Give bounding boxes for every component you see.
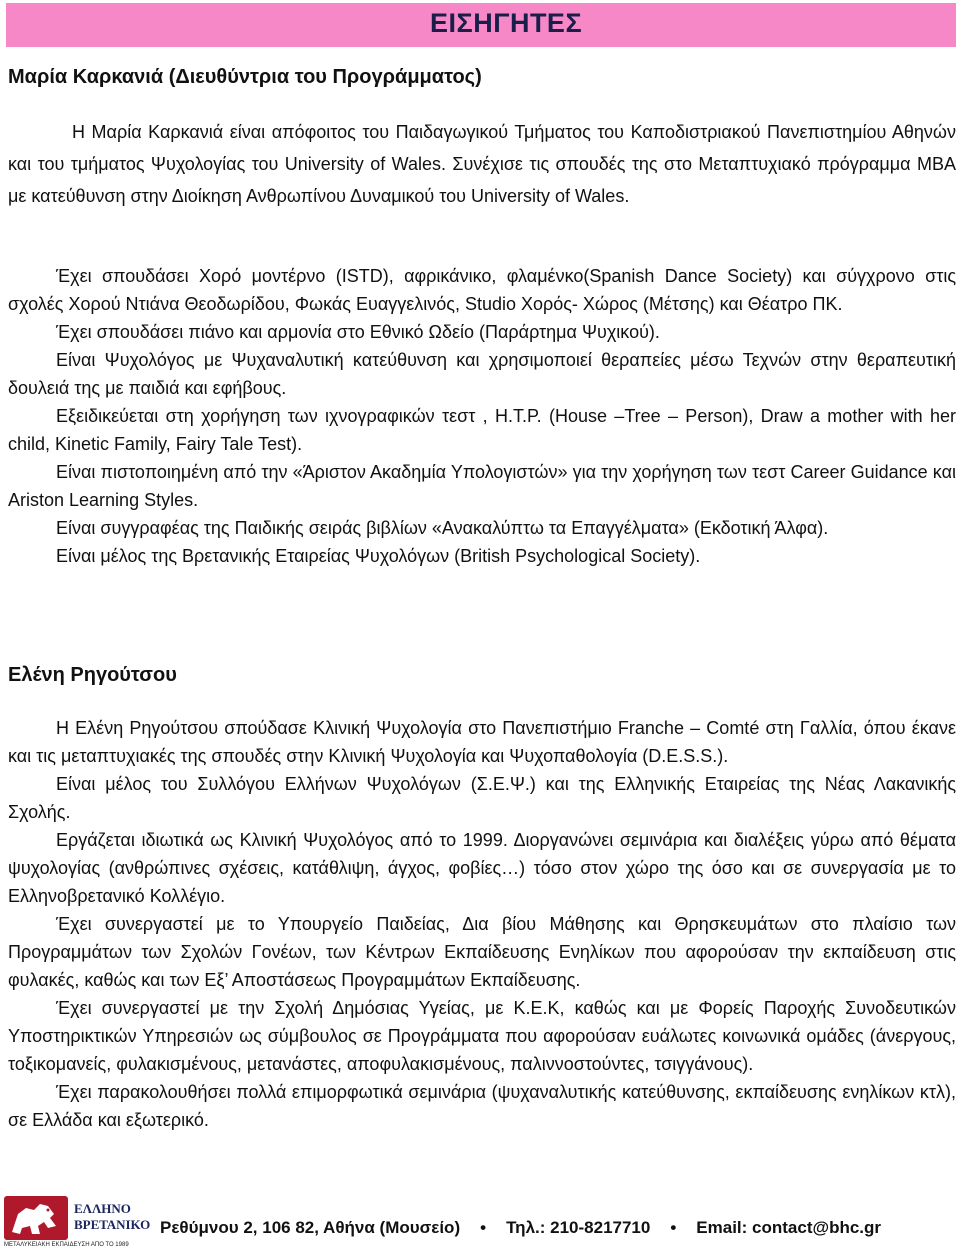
logo-subtitle: ΜΕΤΑΛΥΚΕΙΑΚΗ ΕΚΠΑΙΔΕΥΣΗ ΑΠΟ ΤΟ 1989 xyxy=(4,1242,129,1248)
paragraph: Έχει σπουδάσει Χορό μοντέρνο (ISTD), αφρικάνικο, φλαμένκο(Spanish Dance Society) και σύγχρονο στις σχολές Χορού Ντιάνα Θεοδωρίδου, Φωκάς Ευαγγελινός, Studio Χορός- Χώρος (Μέτσης) και Θέατρο ΠΚ. xyxy=(8,266,956,314)
address-text: Ρεθύμνου 2, 106 82, Αθήνα (Μουσείο) xyxy=(160,1218,461,1237)
paragraph: Είναι μέλος της Βρετανικής Εταιρείας Ψυχολόγων (British Psychological Society). xyxy=(56,546,701,566)
paragraph: Εργάζεται ιδιωτικά ως Κλινική Ψυχολόγος από το 1999. Διοργανώνει σεμινάρια και διαλέξεις γύρω από θέματα ψυχολογίας (ανθρώπινες σχέσεις, κατάθλιψη, άγχος, φοβίες…) τόσο στον χώρο της όσο και σε συνεργασία με το Ελληνοβρετανικό Κολλέγιο. xyxy=(8,830,956,906)
phone-text: Τηλ.: 210-8217710 xyxy=(506,1218,651,1237)
paragraph: Είναι Ψυχολόγος με Ψυχαναλυτική κατεύθυνση και χρησιμοποιεί θεραπείες μέσω Τεχνών στην θεραπευτική δουλειά της με παιδιά και εφήβους. xyxy=(8,350,956,398)
section1-facts xyxy=(8,262,956,570)
paragraph: Εξειδικεύεται στη χορήγηση των ιχνογραφικών τεστ , H.T.P. (House –Tree – Person), Draw a mother with her child, Kinetic Family, Fairy Tale Test). xyxy=(8,406,956,454)
paragraph: Είναι μέλος του Συλλόγου Ελλήνων Ψυχολόγων (Σ.Ε.Ψ.) και της Ελληνικής Εταιρείας της Νέας Λακανικής Σχολής. xyxy=(8,774,956,822)
paragraph: Έχει συνεργαστεί με το Υπουργείο Παιδείας, Δια βίου Μάθησης και Θρησκευμάτων στο πλαίσιο των Προγραμμάτων των Σχολών Γονέων, των Κέντρων Εκπαίδευσης Ενηλίκων που αφορούσαν την εκπαίδευση στις φυλακές, καθώς και των Εξ’ Αποστάσεως Προγραμμάτων Εκπαίδευσης. xyxy=(8,914,956,990)
section2-body xyxy=(8,714,956,1134)
separator: • xyxy=(670,1218,677,1237)
separator: • xyxy=(480,1218,487,1237)
paragraph: Έχει συνεργαστεί με την Σχολή Δημόσιας Υγείας, με Κ.Ε.Κ, καθώς και με Φορείς Παροχής Συνοδευτικών Υποστηρικτικών Υπηρεσιών ως σύμβουλος σε Προγράμματα που αφορούσαν ευάλωτες κοινωνικά ομάδες (άνεργους, τοξικομανείς, φυλακισμένους, μετανάστες, αποφυλακισμένους, παλιννοστούντες, τσιγγάνους). xyxy=(8,998,956,1074)
logo-text-line2: ΒΡΕΤΑΝΙΚΟ xyxy=(74,1217,151,1232)
paragraph: Είναι συγγραφέας της Παιδικής σειράς βιβλίων «Ανακαλύπτω τα Επαγγέλματα» (Εκδοτική Άλφα). xyxy=(56,518,829,538)
section1-name: Μαρία Καρκανιά (Διευθύντρια του Προγράμματος) xyxy=(8,66,482,88)
lion-logo-icon xyxy=(4,1196,68,1240)
page-title: ΕΙΣΗΓΗΤΕΣ xyxy=(430,8,583,38)
section1-intro xyxy=(8,116,956,212)
paragraph: Η Μαρία Καρκανιά είναι απόφοιτος του Παιδαγωγικού Τμήματος του Καποδιστριακού Πανεπιστημίου Αθηνών και του τμήματος Ψυχολογίας του University of Wales. Συνέχισε τις σπουδές της στο Μεταπτυχιακό πρόγραμμα MBA με κατεύθυνση στην Διοίκηση Ανθρωπίνου Δυναμικού του University of Wales. xyxy=(8,122,956,206)
logo-text-line1: ΕΛΛΗΝΟ xyxy=(74,1201,131,1216)
section2-name: Ελένη Ρηγούτσου xyxy=(8,664,177,686)
paragraph: Έχει παρακολουθήσει πολλά επιμορφωτικά σεμινάρια (ψυχαναλυτικής κατεύθυνσης, εκπαίδευσης ενηλίκων κτλ), σε Ελλάδα και εξωτερικό. xyxy=(8,1082,956,1130)
footer xyxy=(0,1190,960,1248)
email-text: Email: contact@bhc.gr xyxy=(696,1218,882,1237)
paragraph: Η Ελένη Ρηγούτσου σπούδασε Κλινική Ψυχολογία στο Πανεπιστήμιο Franche – Comté στη Γαλλία, όπου έκανε και τις μεταπτυχιακές της σπουδές στην Κλινική Ψυχολογία και Ψυχοπαθολογία (D.E.S.S.). xyxy=(8,718,956,766)
logo xyxy=(4,1192,151,1248)
paragraph: Έχει σπουδάσει πιάνο και αρμονία στο Εθνικό Ωδείο (Παράρτημα Ψυχικού). xyxy=(56,322,660,342)
contact-line xyxy=(160,1218,881,1238)
paragraph: Είναι πιστοποιημένη από την «Άριστον Ακαδημία Υπολογιστών» για την χορήγηση των τεστ Career Guidance και Ariston Learning Styles. xyxy=(8,462,956,510)
